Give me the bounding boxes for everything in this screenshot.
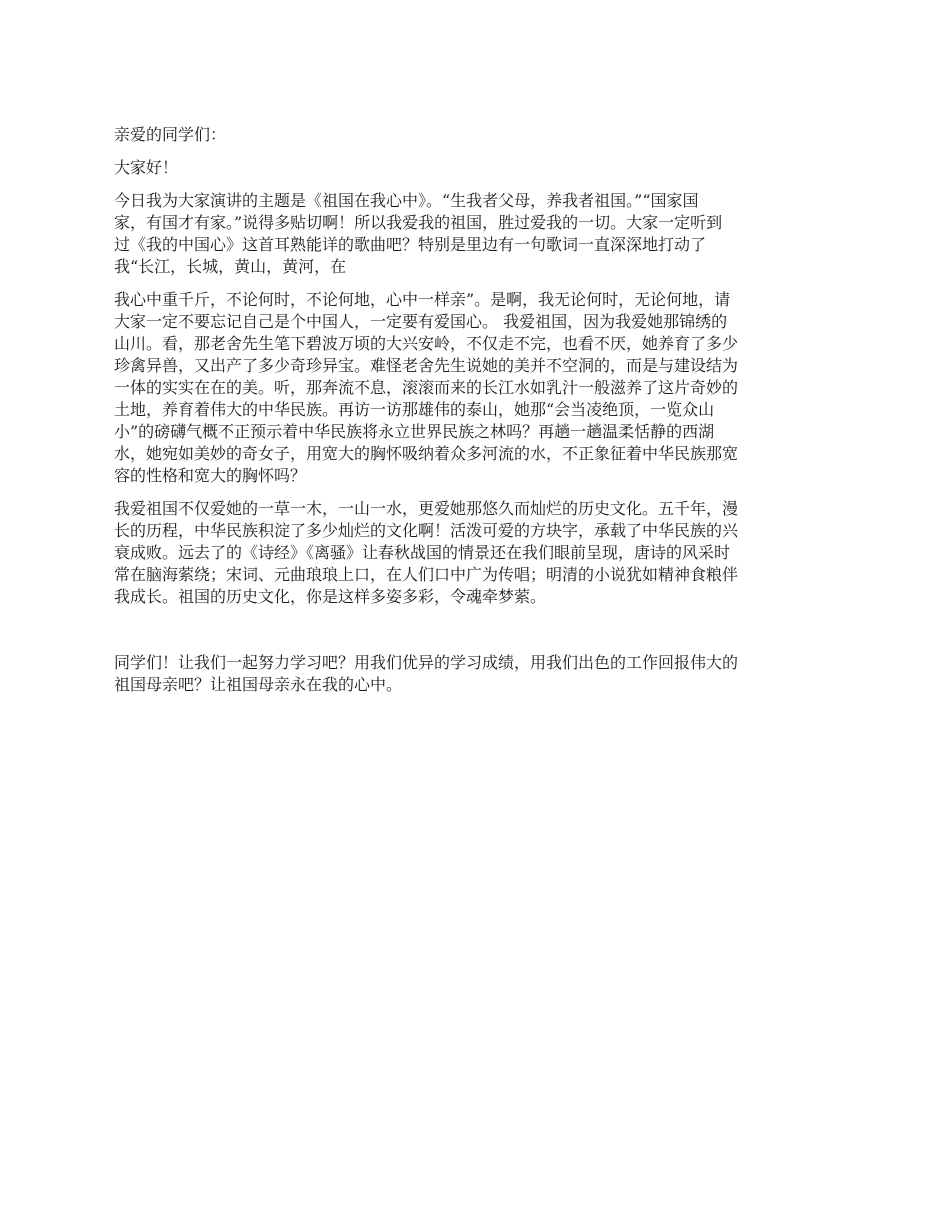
text-line: 长的历程，中华民族积淀了多少灿烂的文化啊！活泼可爱的方块字，承载了中华民族的兴 [114,521,739,540]
text-line: 过《我的中国心》这首耳熟能详的歌曲吧？特别是里边有一句歌词一直深深地打动了 [114,235,707,254]
paragraph-history [114,498,839,608]
text-line: 大家一定不要忘记自己是个中国人，一定要有爱国心。 我爱祖国，因为我爱她那锦绣的 [114,312,728,331]
paragraph-closing [114,652,839,696]
speech-body [114,124,839,707]
paragraph-intro [114,190,839,278]
paragraph-landscape [114,289,839,487]
text-line: 我爱祖国不仅爱她的一草一木，一山一水，更爱她那悠久而灿烂的历史文化。五千年，漫 [114,499,739,518]
text-line: 常在脑海萦绕；宋词、元曲琅琅上口，在人们口中广为传唱；明清的小说犹如精神食粮伴 [114,565,739,584]
text-line: 珍禽异兽，又出产了多少奇珍异宝。难怪老舍先生说她的美并不空洞的，而是与建设结为 [114,356,739,375]
text-line: 土地，养育着伟大的中华民族。再访一访那雄伟的泰山，她那“会当凌绝顶，一览众山 [114,400,715,419]
text-line: 家，有国才有家。”说得多贴切啊！所以我爱我的祖国，胜过爱我的一切。大家一定听到 [114,213,723,232]
text-line: 我“长江，长城，黄山，黄河，在 [114,257,347,276]
text-line: 我心中重千斤，不论何时，不论何地，心中一样亲”。是啊，我无论何时，无论何地，请 [114,290,731,309]
text-line: 今日我为大家演讲的主题是《祖国在我心中》。“生我者父母，养我者祖国。”“国家国 [114,191,699,210]
text-line: 一体的实实在在的美。听，那奔流不息，滚滚而来的长江水如乳汁一般滋养了这片奇妙的 [114,378,739,397]
salutation: 亲爱的同学们： [114,125,227,144]
text-line: 山川。看，那老舍先生笔下碧波万顷的大兴安岭，不仅走不完，也看不厌，她养育了多少 [114,334,739,353]
text-line: 祖国母亲吧？让祖国母亲永在我的心中。 [114,675,403,694]
text-line: 小”的磅礴气概不正预示着中华民族将永立世界民族之林吗？再趟一趟温柔恬静的西湖 [114,422,715,441]
text-line: 容的性格和宽大的胸怀吗？ [114,466,307,485]
text-line: 水，她宛如美妙的奇女子，用宽大的胸怀吸纳着众多河流的水，不正象征着中华民族那宽 [114,444,739,463]
text-line: 我成长。祖国的历史文化，你是这样多姿多彩，令魂牵梦萦。 [114,587,547,606]
greeting: 大家好！ [114,158,179,177]
text-line: 衰成败。远去了的《诗经》《离骚》让春秋战国的情景还在我们眼前呈现，唐诗的风采时 [114,543,731,562]
text-line: 同学们！让我们一起努力学习吧？用我们优异的学习成绩，用我们出色的工作回报伟大的 [114,653,739,672]
